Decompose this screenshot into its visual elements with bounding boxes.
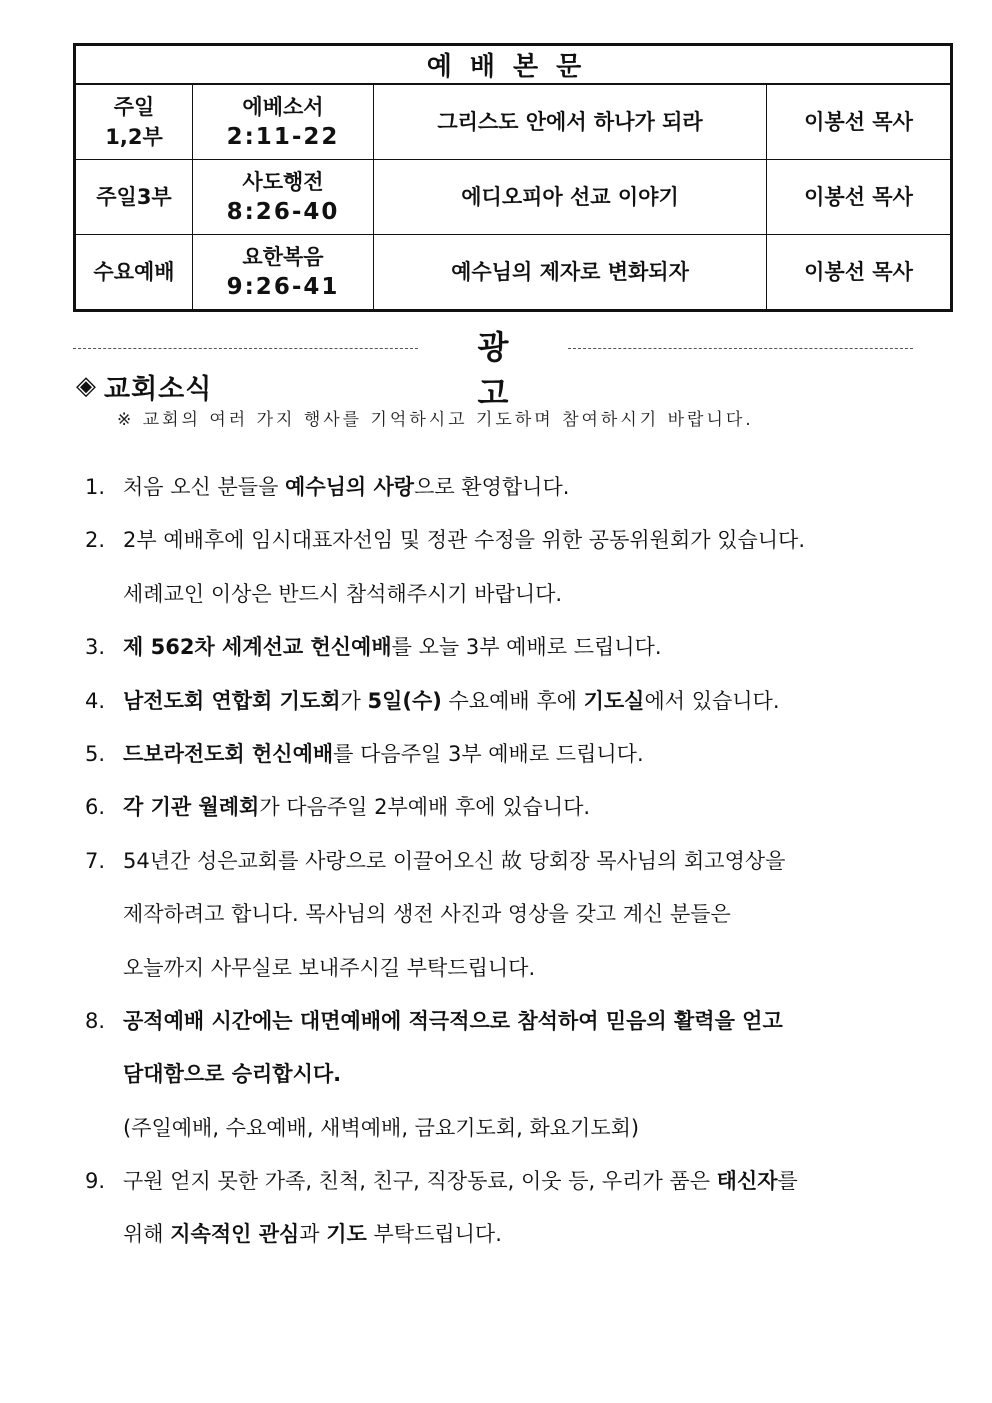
church-news-note: ※ 교회의 여러 가지 행사를 기억하시고 기도하며 참여하시기 바랍니다. bbox=[117, 410, 754, 430]
sermon-row bbox=[75, 235, 952, 311]
sermon-row bbox=[75, 160, 952, 235]
list-item-continuation: 제작하려고 합니다. 목사님의 생전 사진과 영상을 갖고 계신 분들은 bbox=[123, 902, 731, 927]
dashed-divider-right bbox=[568, 348, 913, 349]
list-item: 9. 구원 얻지 못한 가족, 친척, 친구, 직장동료, 이웃 등, 우리가 품은 태신자를 bbox=[85, 1169, 798, 1194]
scripture-reference: 요한복음 9:26-41 bbox=[193, 235, 374, 311]
list-item-continuation: 위해 지속적인 관심과 기도 부탁드립니다. bbox=[123, 1222, 502, 1247]
list-item: 2. 2부 예배후에 임시대표자선임 및 정관 수정을 위한 공동위원회가 있습니다. bbox=[85, 528, 806, 553]
preacher: 이봉선 목사 bbox=[767, 235, 952, 311]
preacher: 이봉선 목사 bbox=[767, 84, 952, 160]
list-item: 1. 처음 오신 분들을 예수님의 사랑으로 환영합니다. bbox=[85, 475, 570, 499]
scripture-reference: 사도행전 8:26-40 bbox=[193, 160, 374, 235]
list-item: 7. 54년간 성은교회를 사랑으로 이끌어오신 故 당회장 목사님의 회고영상을 bbox=[85, 848, 786, 873]
preacher: 이봉선 목사 bbox=[767, 160, 952, 235]
announcement-list bbox=[85, 468, 865, 1269]
sermon-row bbox=[75, 84, 952, 160]
list-item-continuation: 오늘까지 사무실로 보내주시길 부탁드립니다. bbox=[123, 955, 536, 980]
list-item: 8. 공적예배 시간에는 대면예배에 적극적으로 참석하여 믿음의 활력을 얻고 bbox=[85, 1008, 783, 1033]
sermon-table-title: 예배본문 bbox=[75, 45, 952, 85]
list-item-continuation: (주일예배, 수요예배, 새벽예배, 금요기도회, 화요기도회) bbox=[123, 1115, 640, 1140]
sermon-title: 에디오피아 선교 이야기 bbox=[374, 160, 767, 235]
service-name: 주일 1,2부 bbox=[75, 84, 193, 160]
list-item: 3. 제 562차 세계선교 헌신예배를 오늘 3부 예배로 드립니다. bbox=[85, 635, 662, 660]
announcements-title: 광고 bbox=[477, 328, 549, 412]
list-item: 6. 각 기관 월례회가 다음주일 2부예배 후에 있습니다. bbox=[85, 795, 591, 820]
church-news-label: 교회소식 bbox=[104, 373, 213, 405]
diamond-bullet-icon: ◈ bbox=[76, 371, 96, 401]
list-item-continuation: 세례교인 이상은 반드시 참석해주시기 바랍니다. bbox=[123, 581, 563, 606]
church-news-heading bbox=[76, 366, 212, 406]
service-name: 주일3부 bbox=[75, 160, 193, 235]
sermon-title: 그리스도 안에서 하나가 되라 bbox=[374, 84, 767, 160]
scripture-reference: 에베소서 2:11-22 bbox=[193, 84, 374, 160]
service-name: 수요예배 bbox=[75, 235, 193, 311]
sermon-table bbox=[73, 43, 953, 312]
dashed-divider-left bbox=[73, 348, 418, 349]
sermon-title: 예수님의 제자로 변화되자 bbox=[374, 235, 767, 311]
list-item: 4. 남전도회 연합회 기도회가 5일(수) 수요예배 후에 기도실에서 있습니다. bbox=[85, 688, 780, 713]
list-item-continuation: 담대함으로 승리합시다. bbox=[123, 1062, 342, 1087]
list-item: 5. 드보라전도회 헌신예배를 다음주일 3부 예배로 드립니다. bbox=[85, 741, 644, 766]
